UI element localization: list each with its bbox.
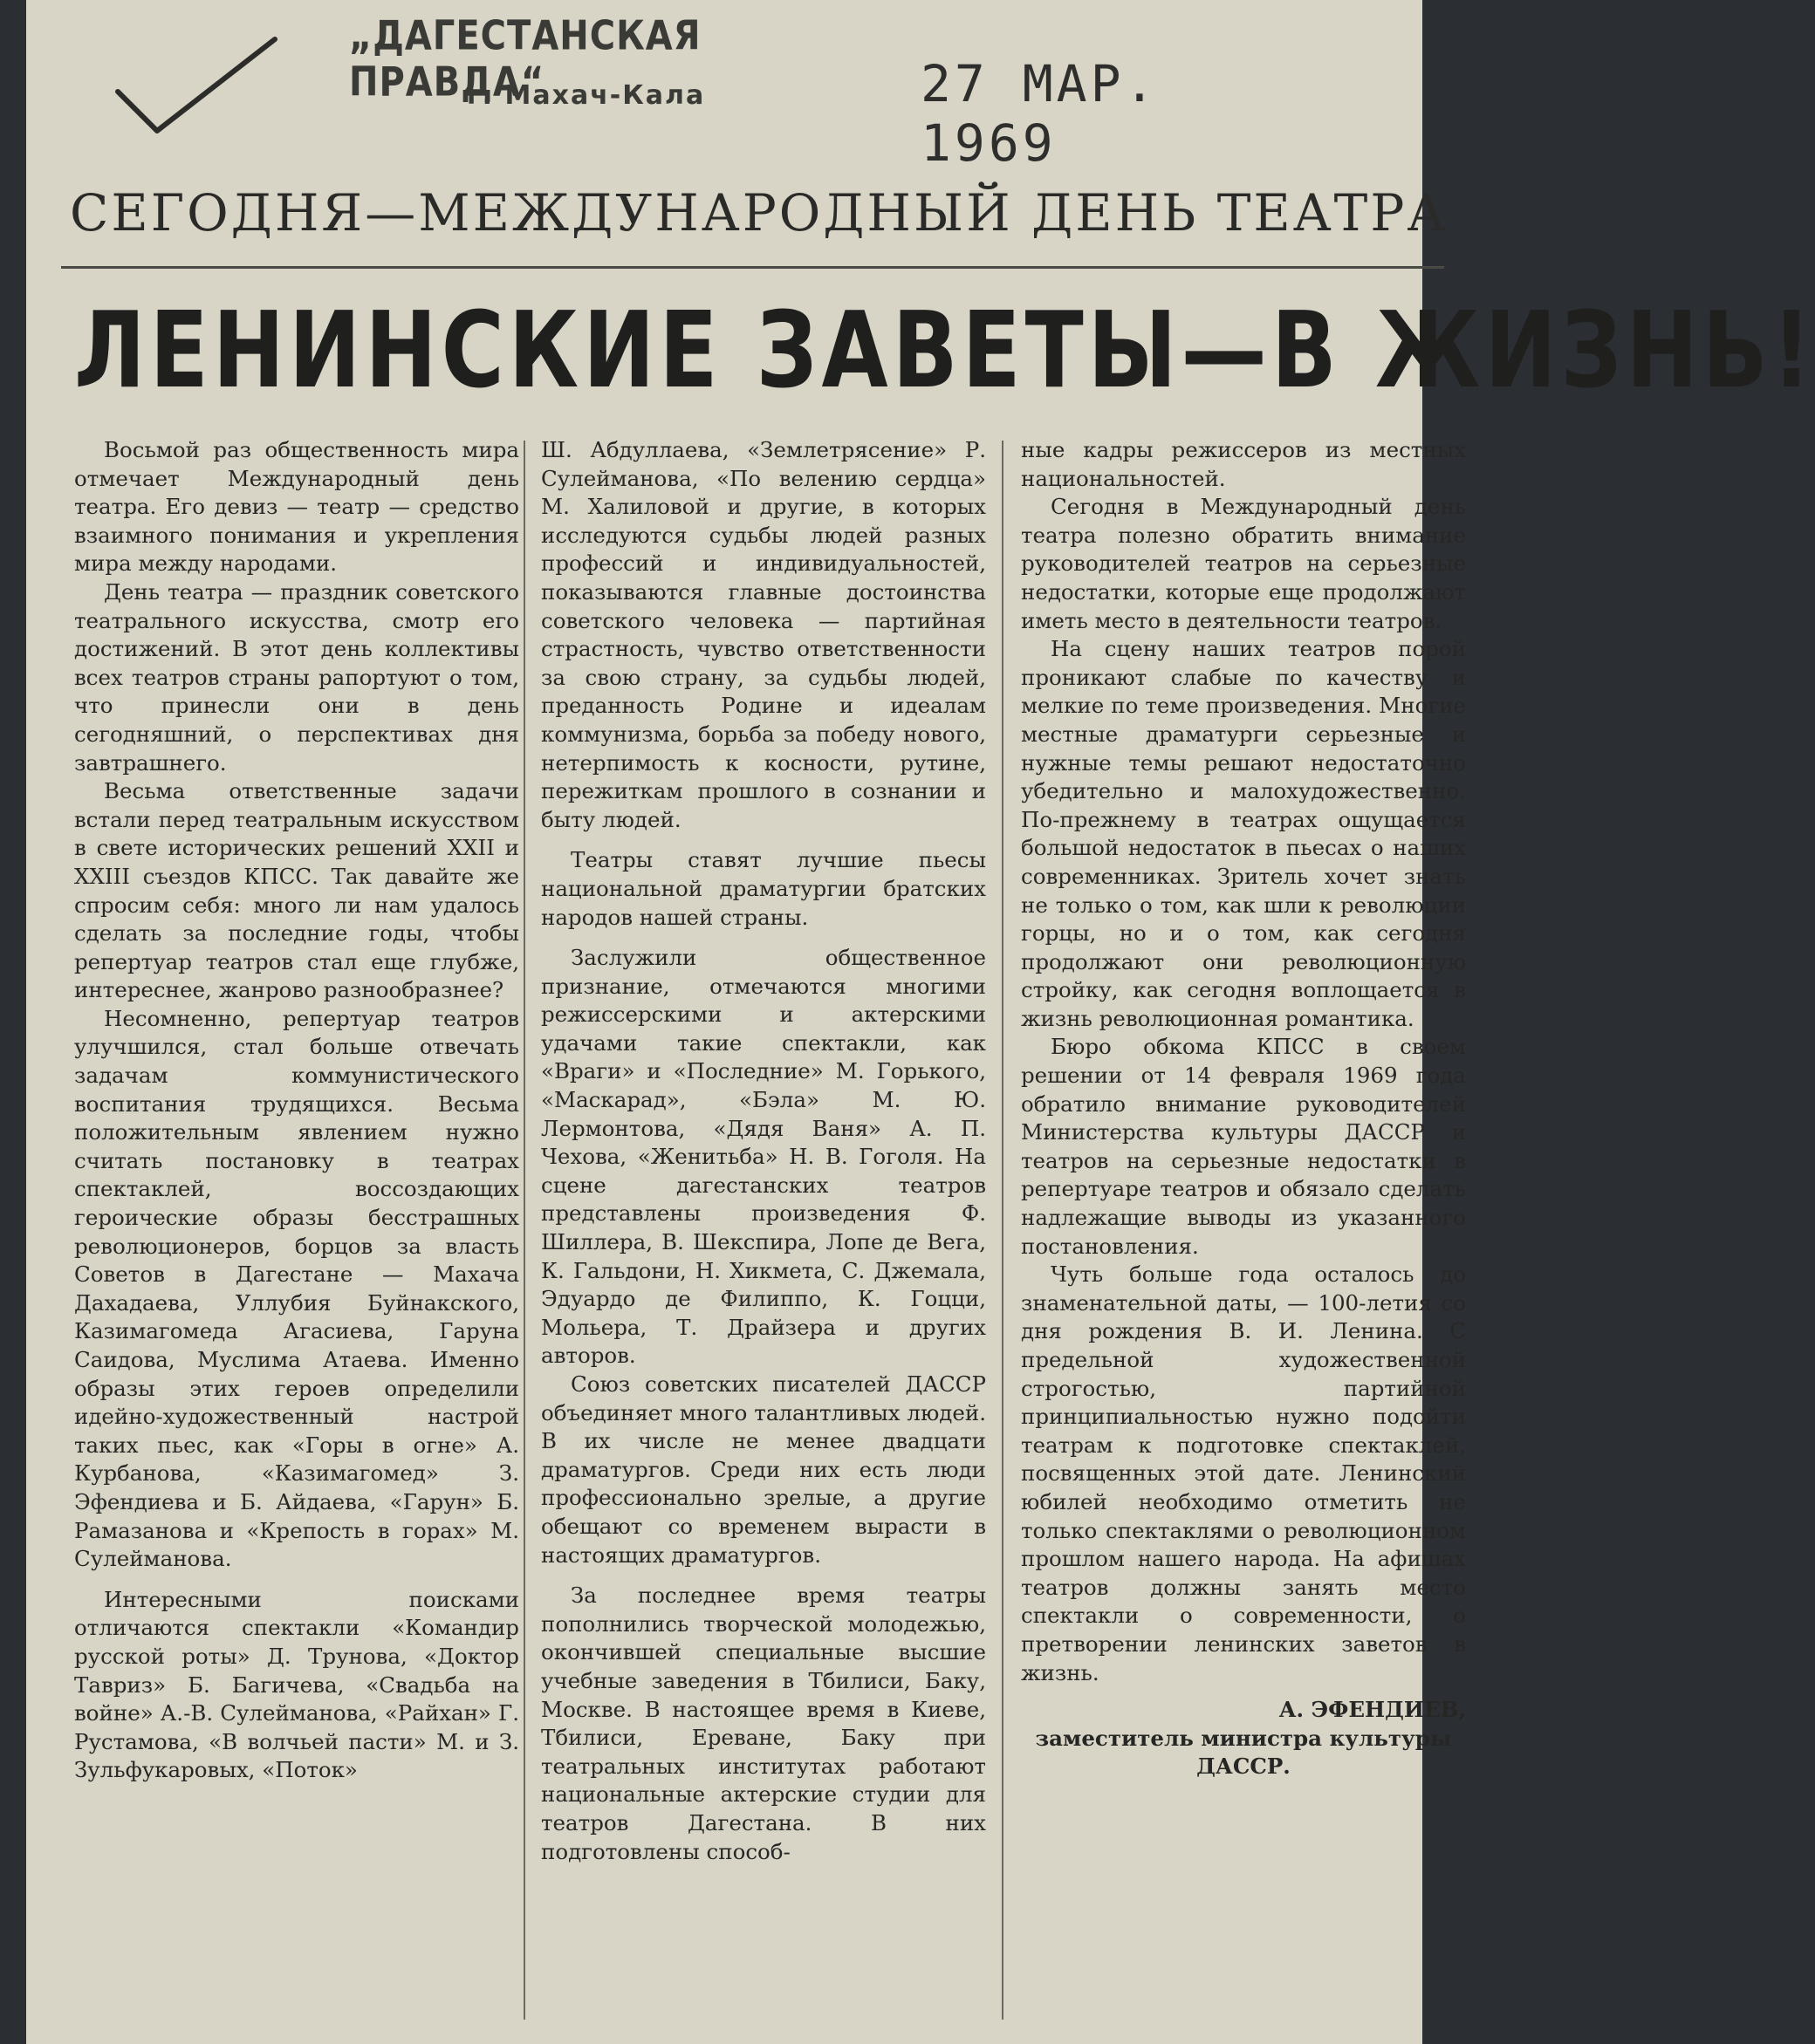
newspaper-city: г. Махач-Кала — [467, 80, 706, 111]
paragraph: Бюро обкома КПСС в своем решении от 14 февраля 1969 года обратило внимание руководителей Министерства культуры ДАССР и театров на серьезные недостатки в репертуаре театров и обязало сделать надлежащие выводы из указанного постановления. — [1021, 1034, 1466, 1259]
date-stamp: 27 МАР. 1969 — [921, 54, 1159, 173]
paragraph: Восьмой раз общественность мира отмечает Международный день театра. Его девиз — театр — средство взаимного понимания и укрепления мира между народами. — [74, 437, 519, 577]
paragraph: Сегодня в Международный день театра полезно обратить внимание руководителей театров на серьезные недостатки, которые еще продолжают иметь место в деятельности театров. — [1021, 494, 1466, 633]
article-column-3 — [1021, 436, 1466, 1781]
header-divider — [61, 266, 1444, 269]
newspaper-clipping — [26, 0, 1815, 2044]
paragraph: Интересными поисками отличаются спектакли «Командир русской роты» Д. Трунова, «Доктор Тавриз» Б. Багичева, «Свадьба на войне» А.-В. Сулейманова, «Райхан» Г. Рустамова, «В волчьей пасти» М. и З. Зульфукаровых, «Поток» — [74, 1586, 519, 1783]
column-divider — [1002, 441, 1003, 2020]
headline: ЛЕНИНСКИЕ ЗАВЕТЫ—В ЖИЗНЬ! — [74, 291, 1815, 412]
paragraph: ные кадры режиссеров из местных национальностей. — [1021, 437, 1466, 491]
column-divider — [524, 441, 525, 2020]
paragraph: Весьма ответственные задачи встали перед театральным искусством в свете исторических решений XXII и XXIII съездов КПСС. Так давайте же спросим себя: много ли нам удалось сделать за последние годы, чтобы репертуар театров стал еще глубже, интереснее, жанрово разнообразнее? — [74, 778, 519, 1003]
newspaper-name: „ДАГЕСТАНСКАЯ ПРАВДА“ — [349, 13, 702, 106]
author-title: заместитель министра культуры ДАССР. — [1035, 1725, 1452, 1780]
paragraph: Заслужили общественное признание, отмечаются многими режиссерскими и актерскими удачами такие спектакли, как «Враги» и «Последние» М. Горького, «Маскарад», «Бэла» М. Ю. Лермонтова, «Дядя Ваня» А. П. Чехова, «Женитьба» Н. В. Гоголя. На сцене дагестанских театров представлены произведения Ф. Шиллера, В. Шекспира, Лопе де Вега, К. Гальдони, Н. Хикмета, С. Джемала, Эдуардо де Филиппо, К. Гоцци, Мольера, Т. Драйзера и других авторов. — [541, 945, 986, 1369]
paragraph: День театра — праздник советского театрального искусства, смотр его достижений. В этот день коллективы всех театров страны рапортуют о том, что принесли они в день сегодняшний, о перспективах дня завтрашнего. — [74, 578, 519, 776]
paragraph: Несомненно, репертуар театров улучшился, стал больше отвечать задачам коммунистического воспитания трудящихся. Весьма положительным явлением нужно считать постановку в театрах спектаклей, воссоздающих героические образы бесстрашных революционеров, борцов за власть Советов в Дагестане — Махача Дахадаева, Уллубия Буйнакского, Казимагомеда Агасиева, Гаруна Саидова, Муслима Атаева. Именно образы этих героев определили идейно-художественный настрой таких пьес, как «Горы в огне» А. Курбанова, «Казимагомед» З. Эфендиева и Б. Айдаева, «Гарун» Б. Рамазанова и «Крепость в горах» М. Сулейманова. — [74, 1005, 519, 1572]
paragraph: Союз советских писателей ДАССР объединяет много талантливых людей. В их числе не менее двадцати драматургов. Среди них есть люди профессионально зрелые, а другие обещают со временем вырасти в настоящих драматургов. — [541, 1371, 986, 1568]
rubric: СЕГОДНЯ—МЕЖДУНАРОДНЫЙ ДЕНЬ ТЕАТРА — [70, 183, 1449, 243]
article-column-1 — [74, 436, 519, 1785]
checkmark-icon — [109, 31, 284, 144]
article-column-2 — [541, 436, 986, 1866]
paragraph: На сцену наших театров порой проникают слабые по качеству и мелкие по теме произведения. Многие местные драматурги серьезные и нужные темы решают недостаточно убедительно и малохудожественно. По-прежнему в театрах ощущается большой недостаток в пьесах о наших современниках. Зритель хочет знать не только о том, как шли к революции горцы, но и о том, как сегодня продолжают они революционную стройку, как сегодня воплощается в жизнь революционная романтика. — [1021, 636, 1466, 1031]
paragraph: Чуть больше года осталось до знаменательной даты, — 100-летия со дня рождения В. И. Ленина. С предельной художественной строгостью, партийной принципиальностью нужно подойти театрам к подготовке спектаклей, посвященных этой дате. Ленинский юбилей необходимо отметить не только спектаклями о революционном прошлом нашего народа. На афишах театров должны занять место спектакли о современности, о претворении ленинских заветов в жизнь. — [1021, 1261, 1466, 1685]
scan-background — [26, 0, 1815, 2044]
paragraph: Ш. Абдуллаева, «Землетрясение» Р. Сулейманова, «По велению сердца» М. Халиловой и другие, в которых исследуются судьбы людей разных профессий и индивидуальностей, показываются главные достоинства советского человека — партийная страстность, чувство ответственности за свою страну, за судьбы людей, преданность Родине и идеалам коммунизма, борьба за победу нового, нетерпимость к косности, рутине, пережиткам прошлого в сознании и быту людей. — [541, 437, 986, 832]
paragraph: Театры ставят лучшие пьесы национальной драматургии братских народов нашей страны. — [541, 847, 986, 930]
author-signature: А. ЭФЕНДИЕВ, — [1278, 1697, 1466, 1723]
paragraph: За последнее время театры пополнились творческой молодежью, окончившей специальные высшие учебные заведения в Тбилиси, Баку, Москве. В настоящее время в Киеве, Тбилиси, Ереване, Баку при театральных институтах работают национальные актерские студии для театров Дагестана. В них подготовлены способ- — [541, 1583, 986, 1864]
